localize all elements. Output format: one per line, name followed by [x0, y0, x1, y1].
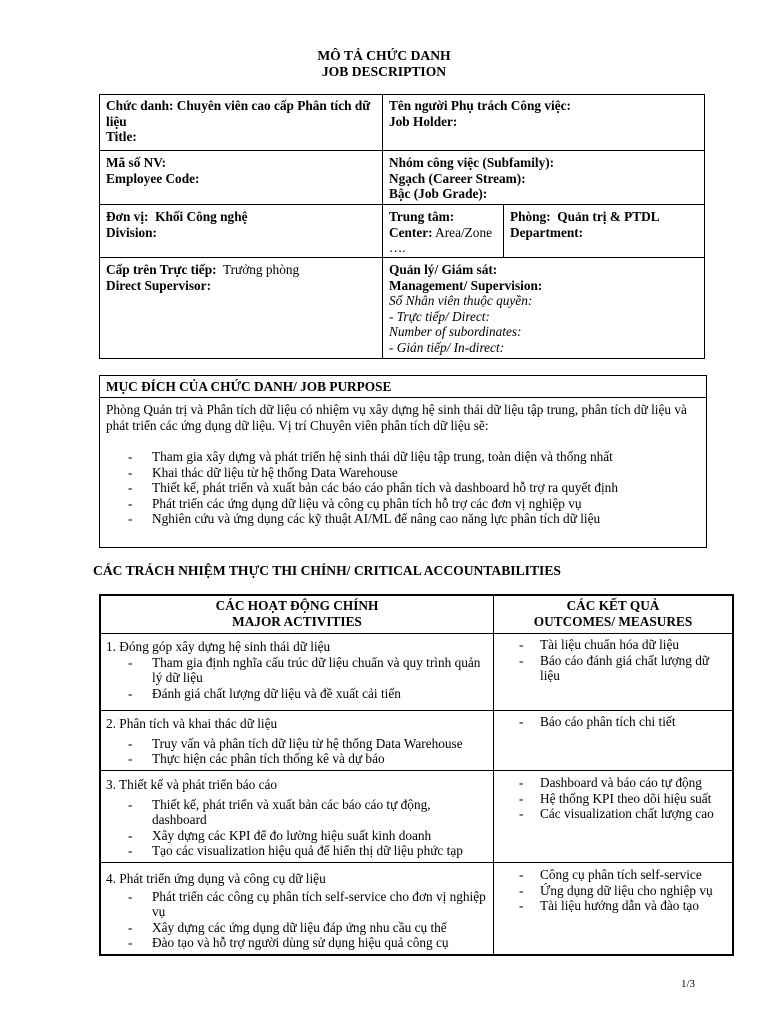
job-holder-en: Job Holder:	[389, 113, 458, 129]
outcome-item: - Báo cáo phân tích chi tiết	[514, 714, 730, 730]
department-value: Quản trị & PTDL	[557, 209, 660, 224]
outcome-list	[514, 867, 730, 914]
title-cell	[106, 98, 378, 145]
acc-row-divider	[99, 862, 734, 863]
activity-list	[106, 889, 486, 951]
col-outcomes-header	[494, 598, 732, 629]
acc-row-divider	[99, 770, 734, 771]
purpose-divider	[99, 397, 707, 398]
center-cell	[389, 209, 501, 256]
department-label: Phòng:	[510, 209, 551, 224]
activity-item: - Tham gia định nghĩa cấu trúc dữ liệu chuẩn và quy trình quản lý dữ liệu	[106, 655, 486, 686]
activity-list	[106, 797, 486, 859]
activity-item: - Thực hiện các phân tích thống kê và dự báo	[106, 751, 486, 767]
management-cell	[389, 262, 699, 356]
employee-code-vi: Mã số NV:	[106, 155, 167, 170]
outcome-item: - Tài liệu chuẩn hóa dữ liệu	[514, 637, 730, 653]
outcome-item: - Các visualization chất lượng cao	[514, 806, 730, 822]
subordinates-en: Number of subordinates:	[389, 324, 522, 340]
activity-list	[106, 655, 486, 702]
activity-item: - Đào tạo và hỗ trợ người dùng sử dụng hiệu quả công cụ	[106, 935, 486, 951]
col-outcomes-en: OUTCOMES/ MEASURES	[533, 613, 693, 629]
title-value: Chuyên viên cao cấp Phân tích dữ liệu	[106, 98, 371, 129]
department-cell	[510, 209, 702, 240]
purpose-heading: MỤC ĐÍCH CỦA CHỨC DANH/ JOB PURPOSE	[106, 379, 392, 394]
center-dots: ….	[389, 240, 406, 256]
center-en: Center:	[389, 224, 433, 240]
center-label: Trung tâm:	[389, 209, 455, 224]
supervisor-cell	[106, 262, 378, 293]
direct-subordinates: - Trực tiếp/ Direct:	[389, 308, 490, 324]
activity-title: 1. Đóng góp xây dựng hệ sinh thái dữ liệu	[106, 639, 331, 654]
info-row-divider	[99, 204, 705, 205]
job-family-cell	[389, 155, 699, 202]
table-row-activities	[106, 639, 486, 701]
activity-item: - Xây dựng các KPI để đo lường hiệu suất kinh doanh	[106, 828, 486, 844]
acc-col-divider	[493, 594, 494, 956]
outcome-list	[514, 775, 730, 822]
management-vi: Quản lý/ Giám sát:	[389, 262, 498, 277]
col-activities-en: MAJOR ACTIVITIES	[232, 613, 362, 629]
col-activities-header	[101, 598, 493, 629]
table-row-activities	[106, 716, 486, 767]
info-col-divider-sub	[503, 204, 504, 257]
outcome-item: - Báo cáo đánh giá chất lượng dữ liệu	[514, 653, 730, 684]
outcome-item: - Công cụ phân tích self-service	[514, 867, 730, 883]
employee-code-cell	[106, 155, 378, 186]
activity-item: - Tạo các visualization hiệu quả để hiển thị dữ liệu phức tạp	[106, 843, 486, 859]
division-cell	[106, 209, 378, 240]
purpose-intro: Phòng Quản trị và Phân tích dữ liệu có nhiệm vụ xây dựng hệ sinh thái dữ liệu tập trung, phân tích dữ liệu và phát triển các ứng dụng dữ liệu. Vị trí Chuyên viên phân tích dữ liệu sẽ:	[106, 402, 687, 433]
activity-list	[106, 736, 486, 767]
center-value: Area/Zone	[435, 224, 493, 240]
activity-item: - Đánh giá chất lượng dữ liệu và đề xuất cải tiến	[106, 686, 486, 702]
title-en-label: Title:	[106, 129, 137, 145]
indirect-subordinates: - Gián tiếp/ In-direct:	[389, 339, 505, 355]
activity-item: - Xây dựng các ứng dụng dữ liệu đáp ứng nhu cầu cụ thể	[106, 920, 486, 936]
supervisor-label: Cấp trên Trực tiếp:	[106, 262, 217, 277]
table-row-activities	[106, 871, 486, 951]
info-col-divider	[382, 94, 383, 359]
outcome-list	[514, 714, 730, 730]
activity-title: 4. Phát triển ứng dụng và công cụ dữ liệu	[106, 871, 326, 886]
info-row-divider	[99, 257, 705, 258]
purpose-list	[106, 449, 702, 527]
col-outcomes-vi: CÁC KẾT QUẢ	[566, 598, 660, 613]
title-vi: MÔ TẢ CHỨC DANH	[317, 48, 451, 63]
purpose-item: - Khai thác dữ liệu từ hệ thống Data Warehouse	[106, 465, 702, 481]
job-holder-cell	[389, 98, 699, 129]
purpose-item: - Thiết kế, phát triển và xuất bản các báo cáo phân tích và dashboard hỗ trợ ra quyết định	[106, 480, 702, 496]
acc-row-divider	[99, 633, 734, 634]
outcome-item: - Dashboard và báo cáo tự động	[514, 775, 730, 791]
department-en: Department:	[510, 224, 584, 240]
division-value: Khối Công nghệ	[155, 209, 248, 224]
job-grade-label: Bậc (Job Grade):	[389, 186, 488, 202]
activity-title: 2. Phân tích và khai thác dữ liệu	[106, 716, 278, 731]
division-en: Division:	[106, 224, 157, 240]
activity-item: - Thiết kế, phát triển và xuất bản các báo cáo tự động, dashboard	[106, 797, 486, 828]
activity-item: - Truy vấn và phân tích dữ liệu từ hệ thống Data Warehouse	[106, 736, 486, 752]
accountabilities-heading: CÁC TRÁCH NHIỆM THỰC THI CHÍNH/ CRITICAL ACCOUNTABILITIES	[93, 563, 561, 578]
purpose-item: - Phát triển các ứng dụng dữ liệu và công cụ phân tích hỗ trợ các đơn vị nghiệp vụ	[106, 496, 702, 512]
outcome-item: - Hệ thống KPI theo dõi hiệu suất	[514, 791, 730, 807]
subfamily-label: Nhóm công việc (Subfamily):	[389, 155, 555, 170]
supervisor-value: Trưởng phòng	[222, 262, 300, 277]
title-en: JOB DESCRIPTION	[321, 64, 447, 79]
info-row-divider	[99, 150, 705, 151]
career-stream-label: Ngạch (Career Stream):	[389, 170, 526, 186]
table-row-activities	[106, 777, 486, 859]
job-holder-vi: Tên người Phụ trách Công việc:	[389, 98, 571, 113]
activity-item: - Phát triển các công cụ phân tích self-service cho đơn vị nghiệp vụ	[106, 889, 486, 920]
division-label: Đơn vị:	[106, 209, 149, 224]
activity-title: 3. Thiết kế và phát triển báo cáo	[106, 777, 278, 792]
supervisor-en: Direct Supervisor:	[106, 277, 211, 293]
management-en: Management/ Supervision:	[389, 277, 543, 293]
title-label: Chức danh:	[106, 98, 174, 113]
employee-code-en: Employee Code:	[106, 170, 200, 186]
outcome-item: - Tài liệu hướng dẫn và đào tạo	[514, 898, 730, 914]
purpose-item: - Tham gia xây dựng và phát triển hệ sinh thái dữ liệu tập trung, toàn diện và thống nhất	[106, 449, 702, 465]
outcome-list	[514, 637, 730, 684]
acc-row-divider	[99, 710, 734, 711]
outcome-item: - Ứng dụng dữ liệu cho nghiệp vụ	[514, 883, 730, 899]
page-number: 1/3	[681, 978, 696, 990]
purpose-item: - Nghiên cứu và ứng dụng các kỹ thuật AI/ML để nâng cao năng lực phân tích dữ liệu	[106, 511, 702, 527]
subordinates-vi: Số Nhân viên thuộc quyền:	[389, 293, 533, 309]
col-activities-vi: CÁC HOẠT ĐỘNG CHÍNH	[215, 598, 379, 613]
